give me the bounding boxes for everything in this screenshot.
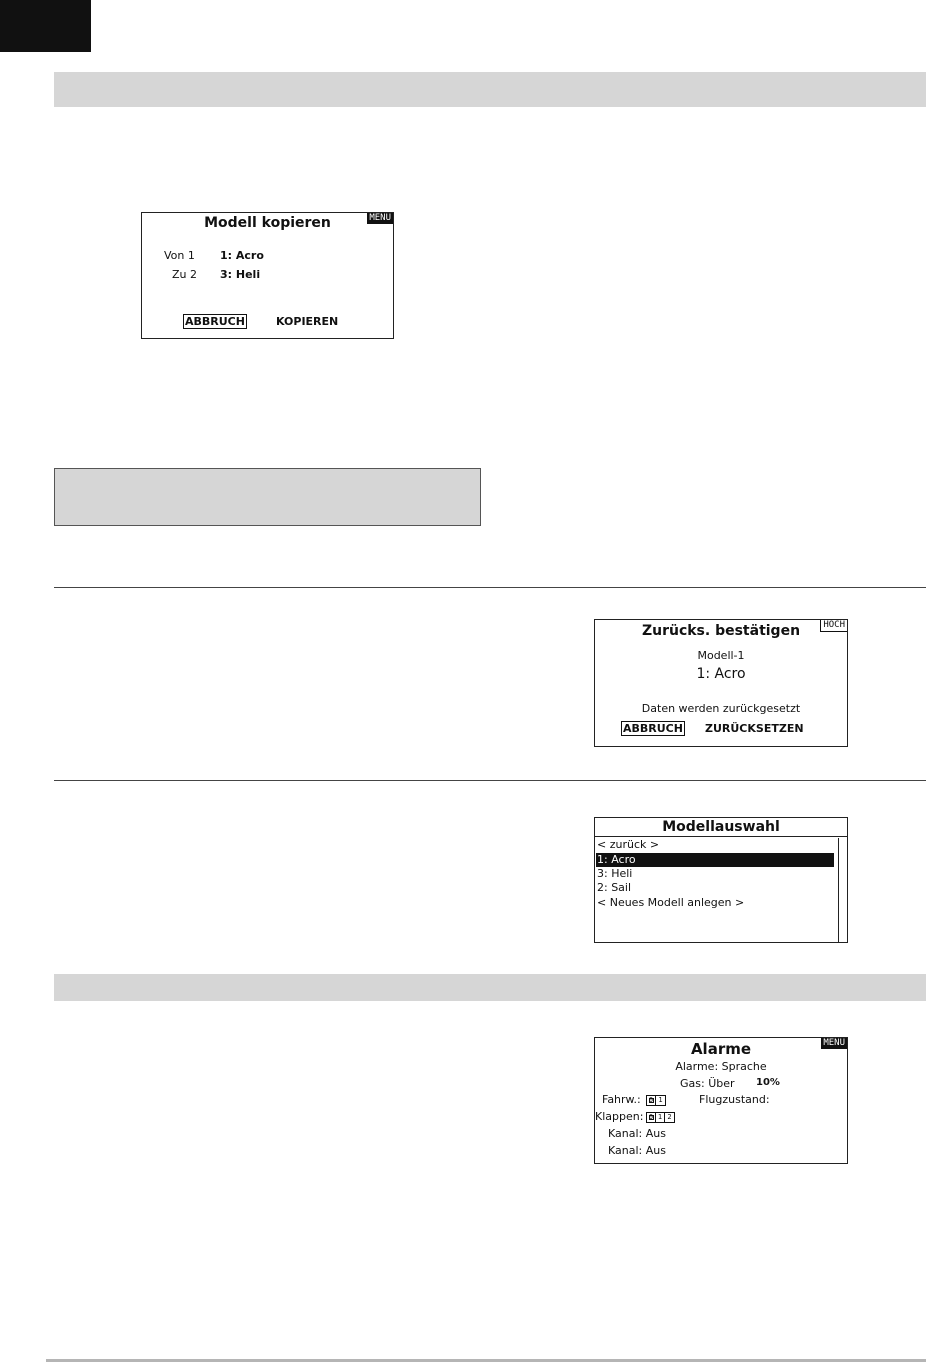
copy-button[interactable]: KOPIEREN <box>276 315 339 328</box>
footer-rule <box>46 1359 926 1362</box>
menu-tag: MENU <box>823 1038 845 1048</box>
section-header-band-2 <box>54 974 926 1001</box>
cancel-button[interactable]: ABBRUCH <box>623 722 683 735</box>
channel-alarm-2[interactable]: Kanal: Aus <box>608 1144 666 1157</box>
flaps-switch-pos-0[interactable]: 0 <box>647 1113 656 1122</box>
alarms-screen <box>594 1037 848 1164</box>
channel-alarm-1[interactable]: Kanal: Aus <box>608 1127 666 1140</box>
gear-switch-pos-0[interactable]: 0 <box>647 1096 656 1105</box>
page-corner-tab <box>0 0 91 52</box>
menu-tag: MENU <box>369 213 391 223</box>
reset-button[interactable]: ZURÜCKSETZEN <box>705 722 804 735</box>
list-item-acro[interactable]: 1: Acro <box>596 853 834 867</box>
gear-switch[interactable] <box>646 1095 666 1106</box>
list-item-back[interactable]: < zurück > <box>597 838 660 851</box>
gear-label: Fahrw.: <box>602 1093 641 1106</box>
flaps-switch-pos-2[interactable]: 2 <box>667 1113 672 1121</box>
to-value[interactable]: 3: Heli <box>220 268 261 281</box>
screen-title: Zurücks. bestätigen <box>641 623 801 639</box>
list-item-heli[interactable]: 3: Heli <box>597 867 633 880</box>
screen-title: Alarme <box>690 1040 752 1058</box>
list-item-new-model[interactable]: < Neues Modell anlegen > <box>597 896 745 909</box>
section-divider-2 <box>54 780 926 781</box>
screen-title: Modellauswahl <box>595 818 847 837</box>
reset-confirm-screen <box>594 619 848 747</box>
flaps-label: Klappen: <box>595 1110 644 1123</box>
section-divider-1 <box>54 587 926 588</box>
model-select-screen <box>594 817 848 943</box>
flaps-switch-pos-1[interactable]: 1 <box>656 1113 665 1122</box>
flaps-switch[interactable] <box>646 1112 675 1123</box>
cancel-button[interactable]: ABBRUCH <box>185 315 245 328</box>
copy-model-screen <box>141 212 394 339</box>
throttle-alarm[interactable]: Gas: Über <box>680 1077 735 1090</box>
up-tag: HOCH <box>820 620 847 632</box>
note-box <box>54 468 481 526</box>
list-item-sail[interactable]: 2: Sail <box>597 881 632 894</box>
scrollbar[interactable] <box>838 838 839 942</box>
flight-mode-label[interactable]: Flugzustand: <box>699 1093 770 1106</box>
reset-message: Daten werden zurückgesetzt <box>641 702 801 715</box>
gear-switch-pos-1[interactable]: 1 <box>658 1096 663 1104</box>
screen-title: Modell kopieren <box>204 215 331 231</box>
throttle-value[interactable]: 10% <box>756 1077 780 1088</box>
to-label: Zu 2 <box>172 268 198 281</box>
model-label: Modell-1 <box>697 649 745 662</box>
section-header-band-1 <box>54 72 926 107</box>
model-name: 1: Acro <box>696 666 746 682</box>
alarm-type[interactable]: Alarme: Sprache <box>675 1060 767 1073</box>
from-label: Von 1 <box>164 249 195 262</box>
from-value[interactable]: 1: Acro <box>220 249 264 262</box>
